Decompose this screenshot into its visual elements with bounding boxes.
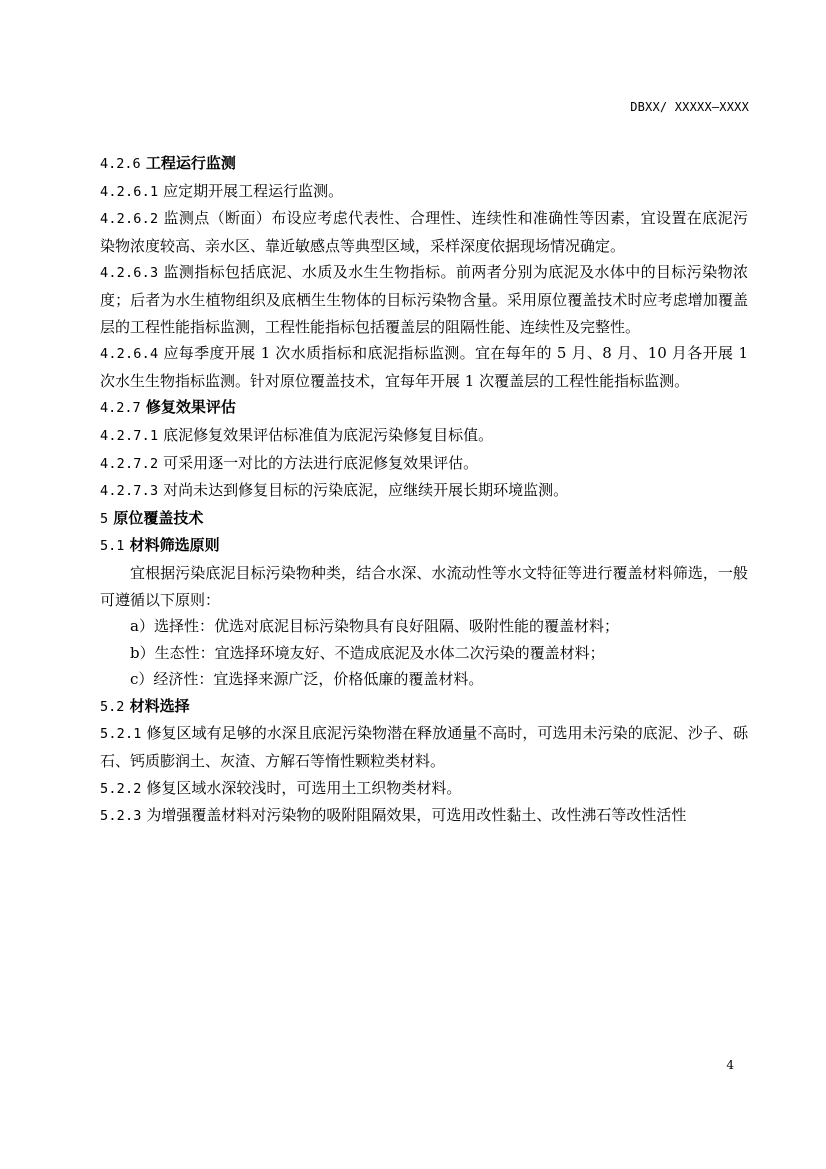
clause-4-2-6-2 xyxy=(100,205,748,259)
clause-4-2-6-4 xyxy=(100,340,748,394)
clause-number: 4.2.6.1 xyxy=(100,183,159,200)
section-number: 4.2.7 xyxy=(100,400,141,417)
clause-number: 4.2.7.1 xyxy=(100,427,159,444)
clause-number: 5.2.3 xyxy=(100,808,142,825)
clause-text: 应定期开展工程运行监测。 xyxy=(163,181,344,200)
clause-text: 应每季度开展 1 次水质指标和底泥指标监测。宜在每年的 5 月、8 月、10 月各开展 1 次水生生物指标监测。针对原位覆盖技术，宜每年开展 1 次覆盖层的工程性能指标监测。 xyxy=(100,344,749,390)
section-heading-4-2-6 xyxy=(100,150,748,178)
section-number: 4.2.6 xyxy=(100,156,141,172)
clause-5-2-3 xyxy=(100,802,748,830)
document-body xyxy=(100,150,748,830)
clause-text: 对尚未达到修复目标的污染底泥，应继续开展长期环境监测。 xyxy=(163,481,569,500)
clause-number: 4.2.6.4 xyxy=(100,346,159,363)
clause-5-2-1 xyxy=(100,720,748,774)
clause-4-2-7-3 xyxy=(100,477,748,505)
list-item-b: b）生态性：宜选择环境友好、不造成底泥及水体二次污染的覆盖材料； xyxy=(130,643,605,662)
page-number: 4 xyxy=(726,1058,734,1072)
clause-number: 5.2.1 xyxy=(100,726,142,743)
clause-number: 4.2.6.2 xyxy=(100,211,159,228)
section-heading-5 xyxy=(100,505,748,533)
clause-4-2-7-1 xyxy=(100,422,748,450)
section-heading-4-2-7 xyxy=(100,394,748,422)
section-heading-5-1 xyxy=(100,532,748,560)
clause-4-2-6-1 xyxy=(100,178,748,206)
section-title: 工程运行监测 xyxy=(145,154,236,172)
clause-4-2-7-2 xyxy=(100,450,748,478)
clause-text: 为增强覆盖材料对污染物的吸附阻隔效果，可选用改性黏土、改性沸石等改性活性 xyxy=(146,806,687,825)
list-item-a: a）选择性：优选对底泥目标污染物具有良好阻隔、吸附性能的覆盖材料； xyxy=(130,617,619,636)
clause-5-2-2 xyxy=(100,775,748,803)
section-title: 材料选择 xyxy=(129,696,190,715)
clause-4-2-6-3 xyxy=(100,259,748,340)
clause-text: 修复区域有足够的水深且底泥污染物潜在释放通量不高时，可选用未污染的底泥、沙子、砾石、钙质膨润土、灰渣、方解石等惰性颗粒类材料。 xyxy=(100,724,748,771)
section-number: 5.2 xyxy=(100,698,125,715)
clause-text: 修复区域水深较浅时，可选用土工织物类材料。 xyxy=(146,778,462,797)
clause-text: 底泥修复效果评估标准值为底泥污染修复目标值。 xyxy=(163,425,494,444)
clause-number: 4.2.6.3 xyxy=(100,265,159,282)
clause-number: 4.2.7.2 xyxy=(100,455,159,472)
clause-number: 4.2.7.3 xyxy=(100,483,159,500)
clause-text: 可采用逐一对比的方法进行底泥修复效果评估。 xyxy=(163,453,479,472)
section-heading-5-2 xyxy=(100,693,748,721)
clause-text: 监测指标包括底泥、水质及水生生物指标。前两者分别为底泥及水体中的目标污染物浓度；后者为水生植物组织及底栖生生物体的目标污染物含量。采用原位覆盖技术时应考虑增加覆盖层的工程性能指标监测，工程性能指标包括覆盖层的阻隔性能、连续性及完整性。 xyxy=(100,263,748,336)
section-number: 5.1 xyxy=(100,538,125,555)
section-title: 修复效果评估 xyxy=(145,398,236,417)
clause-text: 监测点（断面）布设应考虑代表性、合理性、连续性和准确性等因素，宜设置在底泥污染物浓度较高、亲水区、靠近敏感点等典型区域，采样深度依据现场情况确定。 xyxy=(100,209,748,255)
section-number: 5 xyxy=(100,510,109,527)
list-item-c: c）经济性：宜选择来源广泛，价格低廉的覆盖材料。 xyxy=(130,670,484,689)
clause-number: 5.2.2 xyxy=(100,780,142,797)
section-title: 材料筛选原则 xyxy=(129,536,220,555)
paragraph-selection-principles: 宜根据污染底泥目标污染物种类，结合水深、水流动性等水文特征等进行覆盖材料筛选，一般可遵循以下原则： xyxy=(100,563,748,609)
document-code: DBXX/ XXXXX—XXXX xyxy=(630,100,749,114)
section-title: 原位覆盖技术 xyxy=(113,508,204,527)
